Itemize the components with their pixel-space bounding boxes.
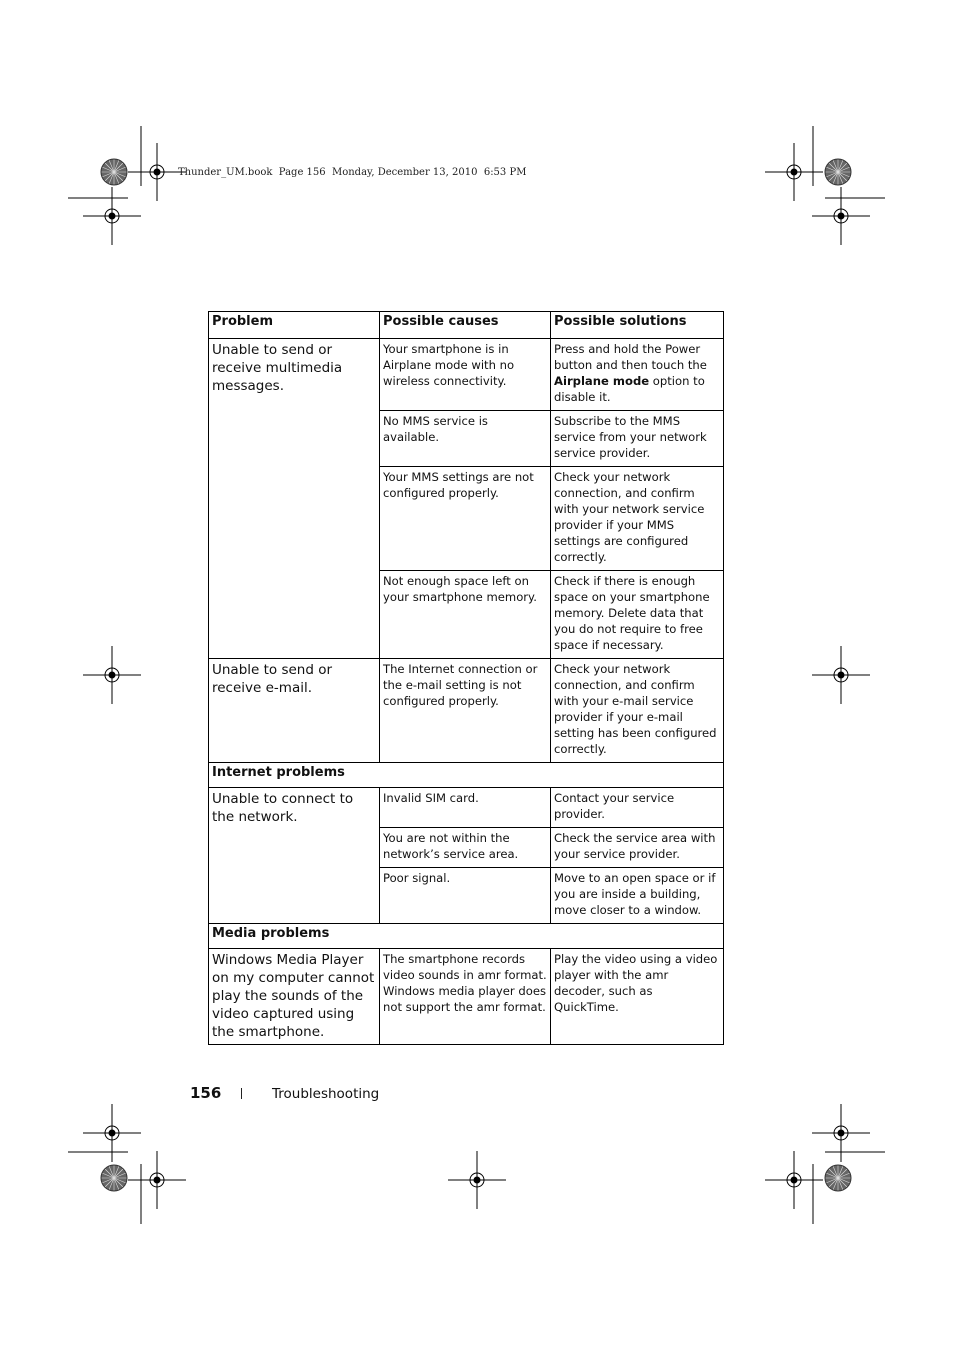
problem-cell: Unable to send or receive e-mail. <box>209 659 380 763</box>
registration-mark-icon <box>765 1151 823 1209</box>
registration-mark-icon <box>448 1151 506 1209</box>
solution-cell: Check your network connection, and confirm with your e-mail service provider if your e-mail setting has been configured correctly. <box>551 659 724 763</box>
registration-mark-icon <box>812 646 870 704</box>
star-target-icon <box>101 159 127 185</box>
cause-cell: You are not within the network’s service area. <box>380 828 551 868</box>
troubleshooting-table <box>208 311 724 1045</box>
problem-cell: Unable to send or receive multimedia messages. <box>209 339 380 659</box>
star-target-icon <box>825 1165 851 1191</box>
problem-cell: Windows Media Player on my computer cannot play the sounds of the video captured using the smartphone. <box>209 949 380 1045</box>
solution-cell: Check if there is enough space on your smartphone memory. Delete data that you do not require to free space if necessary. <box>551 571 724 659</box>
table-row <box>209 788 724 828</box>
registration-mark-icon <box>812 1104 870 1162</box>
cause-cell: The smartphone records video sounds in amr format. Windows media player does not support the amr format. <box>380 949 551 1045</box>
cause-cell: Invalid SIM card. <box>380 788 551 828</box>
header-possible-solutions: Possible solutions <box>551 312 724 339</box>
page-number: 156 <box>190 1084 222 1102</box>
table-row <box>209 949 724 1045</box>
registration-mark-icon <box>83 646 141 704</box>
star-target-icon <box>825 159 851 185</box>
footer-section-title: Troubleshooting <box>272 1086 380 1102</box>
solution-text: option to disable it. <box>554 374 705 404</box>
solution-cell: Move to an open space or if you are inside a building, move closer to a window. <box>551 868 724 924</box>
section-row-media <box>209 924 724 949</box>
solution-cell: Check the service area with your service provider. <box>551 828 724 868</box>
star-target-icon <box>101 1165 127 1191</box>
section-row-internet <box>209 763 724 788</box>
registration-mark-icon <box>765 143 823 201</box>
problem-cell: Unable to connect to the network. <box>209 788 380 924</box>
footer-separator <box>241 1088 242 1099</box>
solution-cell: Contact your service provider. <box>551 788 724 828</box>
registration-mark-icon <box>128 1151 186 1209</box>
table-header-row <box>209 312 724 339</box>
cause-cell: Your MMS settings are not configured properly. <box>380 467 551 571</box>
cause-cell: Not enough space left on your smartphone memory. <box>380 571 551 659</box>
registration-mark-icon <box>83 187 141 245</box>
cause-cell: No MMS service is available. <box>380 411 551 467</box>
registration-mark-icon <box>83 1104 141 1162</box>
solution-cell: Subscribe to the MMS service from your network service provider. <box>551 411 724 467</box>
solution-cell <box>551 339 724 411</box>
section-heading: Internet problems <box>209 763 724 788</box>
airplane-mode-label: Airplane mode <box>554 374 650 388</box>
cause-cell: Your smartphone is in Airplane mode with no wireless connectivity. <box>380 339 551 411</box>
header-possible-causes: Possible causes <box>380 312 551 339</box>
table-row <box>209 339 724 411</box>
registration-mark-icon <box>812 187 870 245</box>
header-problem: Problem <box>209 312 380 339</box>
cause-cell: The Internet connection or the e-mail setting is not configured properly. <box>380 659 551 763</box>
solution-text: Press and hold the Power button and then touch the <box>554 342 707 372</box>
table-row <box>209 659 724 763</box>
section-heading: Media problems <box>209 924 724 949</box>
solution-cell: Play the video using a video player with the amr decoder, such as QuickTime. <box>551 949 724 1045</box>
print-slug: Thunder_UM.book Page 156 Monday, December 13, 2010 6:53 PM <box>178 167 527 178</box>
cause-cell: Poor signal. <box>380 868 551 924</box>
solution-cell: Check your network connection, and confirm with your network service provider if your MMS settings are configured correctly. <box>551 467 724 571</box>
